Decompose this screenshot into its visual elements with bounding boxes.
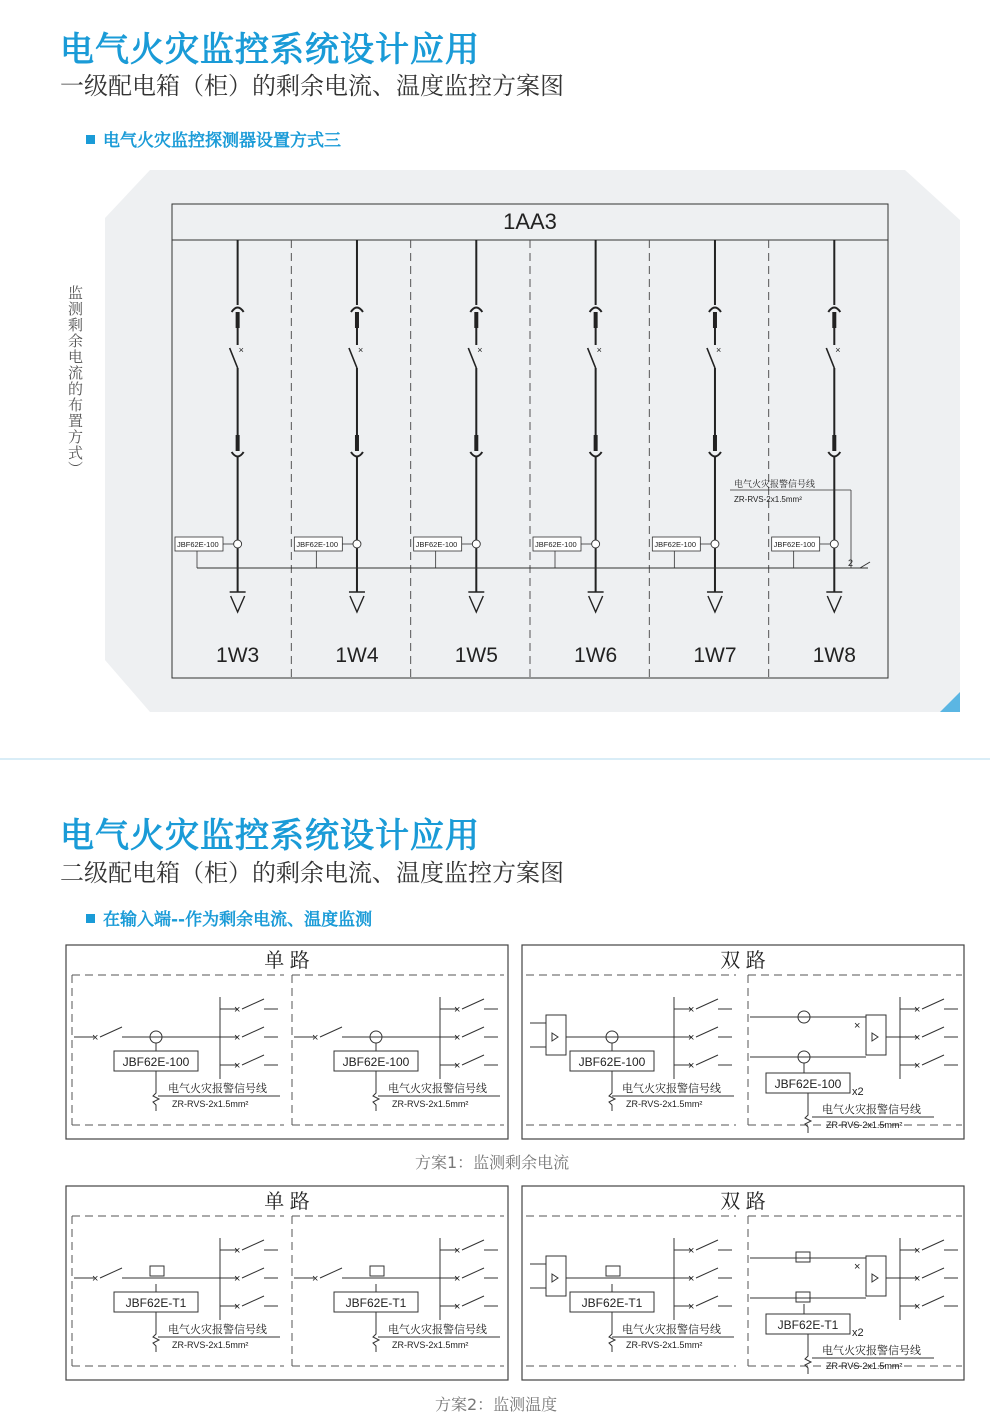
- single-circuit-frame: [66, 945, 508, 1139]
- signal-label: 电气火灾报警信号线: [734, 479, 816, 489]
- plan2-caption: 方案2：监测温度: [435, 1395, 558, 1414]
- breaker-cross-icon: ×: [92, 1032, 99, 1044]
- signal-label: 电气火灾报警信号线: [822, 1345, 921, 1357]
- section2-subtitle: 二级配电箱（柜）的剩余电流、温度监控方案图: [60, 859, 564, 887]
- transfer-switch-icon: [546, 1015, 566, 1055]
- breaker-cross-icon: ×: [914, 1004, 921, 1016]
- breaker-cross-icon: ×: [688, 1060, 695, 1072]
- breaker-cross-icon: ×: [688, 1301, 695, 1313]
- breaker-cross-icon: ×: [454, 1245, 461, 1257]
- signal-wire-icon: [609, 1312, 615, 1352]
- breaker-blade-icon: [922, 1055, 944, 1065]
- breaker-cross-icon: ×: [688, 1032, 695, 1044]
- detector-label: JBF62E-100: [535, 540, 577, 549]
- circuit-name: 1W8: [812, 644, 856, 667]
- detector-label: JBF62E-T1: [777, 1318, 839, 1332]
- section2-title: 电气火灾监控系统设计应用: [60, 816, 480, 856]
- panel-name: 1AA3: [503, 209, 557, 234]
- dual-circuit-title: 双 路: [720, 950, 766, 972]
- circuit-name: 1W5: [454, 644, 498, 667]
- breaker-blade-icon: [242, 1296, 264, 1306]
- signal-wire-icon: [373, 1312, 379, 1352]
- signal-wire-icon: [609, 1071, 615, 1111]
- breaker-blade-icon: [100, 1268, 122, 1278]
- detector-label: JBF62E-100: [342, 1055, 410, 1069]
- breaker-cross-icon: ×: [312, 1273, 319, 1285]
- breaker-cross-icon: ×: [234, 1032, 241, 1044]
- breaker-blade-icon: [242, 1240, 264, 1250]
- breaker-cross-icon: ×: [234, 1301, 241, 1313]
- signal-wire-icon: [153, 1312, 159, 1352]
- transfer-arrow-icon: [872, 1274, 878, 1282]
- breaker-blade-icon: [922, 1027, 944, 1037]
- breaker-cross-icon: ×: [688, 1004, 695, 1016]
- breaker-cross-icon: ×: [914, 1245, 921, 1257]
- transfer-arrow-icon: [552, 1033, 558, 1041]
- signal-wire-icon: [805, 1334, 811, 1374]
- breaker-cross-icon: ×: [854, 1020, 861, 1032]
- breaker-cross-icon: ×: [234, 1004, 241, 1016]
- breaker-cross-icon: ×: [312, 1032, 319, 1044]
- signal-label: 电气火灾报警信号线: [388, 1083, 487, 1095]
- breaker-blade-icon: [242, 1027, 264, 1037]
- breaker-blade-icon: [462, 1027, 484, 1037]
- transfer-switch-icon: [546, 1256, 566, 1296]
- breaker-blade-icon: [696, 1240, 718, 1250]
- breaker-blade-icon: [462, 1055, 484, 1065]
- breaker-cross-icon: ×: [454, 1032, 461, 1044]
- detector-label: JBF62E-100: [415, 540, 458, 549]
- breaker-cross-icon: ×: [92, 1273, 99, 1285]
- signal-label: 电气火灾报警信号线: [388, 1324, 487, 1336]
- cable-label: ZR-RVS-2x1.5mm²: [626, 1340, 703, 1350]
- section1-bullet-text: 电气火灾监控探测器设置方式三: [103, 131, 341, 151]
- temperature-sensor-icon: [370, 1266, 384, 1276]
- breaker-blade-icon: [922, 1240, 944, 1250]
- detector-label: JBF62E-T1: [345, 1296, 407, 1310]
- breaker-blade-icon: [696, 1296, 718, 1306]
- breaker-blade-icon: [696, 1027, 718, 1037]
- detector-label: JBF62E-100: [774, 1077, 842, 1091]
- breaker-blade-icon: [696, 1055, 718, 1065]
- breaker-cross-icon: ×: [454, 1273, 461, 1285]
- breaker-blade-icon: [922, 1268, 944, 1278]
- breaker-cross-icon: ×: [688, 1273, 695, 1285]
- breaker-cross-icon: ×: [454, 1060, 461, 1072]
- breaker-blade-icon: [462, 1268, 484, 1278]
- cable-label: ZR-RVS-2x1.5mm²: [826, 1120, 903, 1130]
- section2-bullet-text: 在输入端--作为剩余电流、温度监测: [103, 910, 373, 930]
- breaker-cross-icon: ×: [688, 1245, 695, 1257]
- side-label: 监测剩余电流的布置方式）: [66, 285, 84, 477]
- cable-label: ZR-RVS-2x1.5mm²: [172, 1340, 249, 1350]
- signal-label: 电气火灾报警信号线: [622, 1324, 721, 1336]
- single-circuit-title: 单 路: [264, 950, 310, 972]
- cable-label: ZR-RVS-2x1.5mm²: [626, 1099, 703, 1109]
- bus-tag: 2: [848, 558, 854, 568]
- detector-label: JBF62E-100: [296, 540, 339, 549]
- circuit-name: 1W7: [693, 644, 737, 667]
- switch-cross-icon: ×: [357, 345, 364, 355]
- cable-label: ZR-RVS-2x1.5mm²: [392, 1099, 469, 1109]
- breaker-blade-icon: [696, 1268, 718, 1278]
- cable-label: ZR-RVS-2x1.5mm²: [826, 1361, 903, 1371]
- breaker-blade-icon: [462, 1296, 484, 1306]
- transfer-arrow-icon: [872, 1033, 878, 1041]
- breaker-blade-icon: [320, 1027, 342, 1037]
- signal-wire-icon: [805, 1093, 811, 1133]
- single-circuit-title: 单 路: [264, 1191, 310, 1213]
- breaker-blade-icon: [922, 999, 944, 1009]
- detector-multiplier: x2: [852, 1086, 864, 1098]
- breaker-cross-icon: ×: [454, 1004, 461, 1016]
- breaker-blade-icon: [242, 1055, 264, 1065]
- transfer-switch-icon: [866, 1256, 886, 1296]
- breaker-cross-icon: ×: [454, 1301, 461, 1313]
- single-circuit-frame: [66, 1186, 508, 1380]
- detector-label: JBF62E-100: [578, 1055, 646, 1069]
- transfer-arrow-icon: [552, 1274, 558, 1282]
- signal-label: 电气火灾报警信号线: [622, 1083, 721, 1095]
- transfer-switch-icon: [866, 1015, 886, 1055]
- breaker-blade-icon: [462, 1240, 484, 1250]
- breaker-blade-icon: [462, 999, 484, 1009]
- breaker-blade-icon: [242, 1268, 264, 1278]
- detector-label: JBF62E-100: [122, 1055, 190, 1069]
- cable-label: ZR-RVS-2x1.5mm²: [392, 1340, 469, 1350]
- switch-cross-icon: ×: [715, 345, 722, 355]
- circuit-name: 1W6: [574, 644, 618, 667]
- switch-cross-icon: ×: [238, 345, 244, 355]
- signal-wire-icon: [153, 1071, 159, 1111]
- section1-title: 电气火灾监控系统设计应用: [60, 30, 480, 70]
- breaker-cross-icon: ×: [234, 1060, 241, 1072]
- dual-circuit-title: 双 路: [720, 1191, 766, 1213]
- signal-label: 电气火灾报警信号线: [168, 1083, 267, 1095]
- temperature-sensor-icon: [606, 1266, 620, 1276]
- breaker-cross-icon: ×: [914, 1301, 921, 1313]
- circuit-name: 1W4: [335, 644, 379, 667]
- breaker-cross-icon: ×: [854, 1261, 861, 1273]
- detector-multiplier: x2: [852, 1327, 864, 1339]
- temperature-sensor-icon: [150, 1266, 164, 1276]
- signal-wire-icon: [373, 1071, 379, 1111]
- breaker-cross-icon: ×: [234, 1273, 241, 1285]
- breaker-cross-icon: ×: [234, 1245, 241, 1257]
- switch-cross-icon: ×: [835, 345, 841, 355]
- switch-cross-icon: ×: [477, 345, 483, 355]
- section1-subtitle: 一级配电箱（柜）的剩余电流、温度监控方案图: [60, 72, 564, 100]
- breaker-cross-icon: ×: [914, 1060, 921, 1072]
- switch-cross-icon: ×: [596, 345, 602, 355]
- signal-label: 电气火灾报警信号线: [822, 1104, 921, 1116]
- breaker-blade-icon: [100, 1027, 122, 1037]
- plan1-caption: 方案1：监测剩余电流: [415, 1153, 570, 1172]
- temperature-sensor-icon: [796, 1292, 810, 1302]
- temperature-sensor-icon: [796, 1252, 810, 1262]
- breaker-blade-icon: [922, 1296, 944, 1306]
- breaker-blade-icon: [242, 999, 264, 1009]
- signal-label: 电气火灾报警信号线: [168, 1324, 267, 1336]
- breaker-cross-icon: ×: [914, 1032, 921, 1044]
- breaker-blade-icon: [320, 1268, 342, 1278]
- detector-label: JBF62E-T1: [581, 1296, 643, 1310]
- detector-label: JBF62E-T1: [125, 1296, 187, 1310]
- cable-label: ZR-RVS-2x1.5mm²: [734, 495, 802, 504]
- detector-label: JBF62E-100: [177, 540, 219, 549]
- breaker-cross-icon: ×: [914, 1273, 921, 1285]
- circuit-name: 1W3: [216, 644, 260, 667]
- detector-label: JBF62E-100: [773, 540, 816, 549]
- breaker-blade-icon: [696, 999, 718, 1009]
- detector-label: JBF62E-100: [654, 540, 697, 549]
- cable-label: ZR-RVS-2x1.5mm²: [172, 1099, 249, 1109]
